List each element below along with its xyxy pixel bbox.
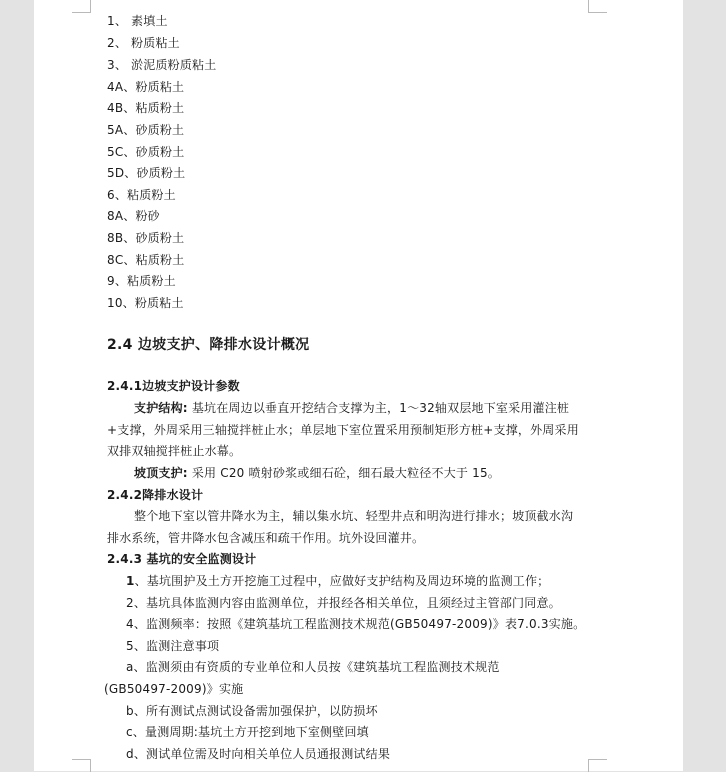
support-structure-text: 基坑在周边以垂直开挖结合支撑为主，1～32轴双层地下室采用灌注桩 [187,401,570,415]
section-heading-2-4-1: 2.4.1边坡支护设计参数 [107,379,240,393]
soil-list-item: 3、 淤泥质粉质粘土 [107,58,217,72]
soil-list-item: 8A、粉砂 [107,209,160,223]
monitoring-item-4: 4、监测频率：按照《建筑基坑工程监测技术规范(GB50497-2009)》表7.0.3实施。 [126,617,586,631]
soil-list-item: 4B、粘质粉土 [107,101,185,115]
soil-list-item: 10、粉质粘土 [107,296,184,310]
monitoring-item-1-text: 、基坑围护及土方开挖施工过程中，应做好支护结构及周边环境的监测工作； [134,574,550,588]
soil-list-item: 8C、粘质粉土 [107,253,185,267]
soil-list-item: 6、粘质粉土 [107,188,176,202]
section-heading-2-4-3: 2.4.3 基坑的安全监测设计 [107,552,257,566]
soil-list-item: 5A、砂质粉土 [107,123,185,137]
support-structure-label: 支护结构: [134,401,188,415]
soil-list-item: 9、粘质粉土 [107,274,176,288]
support-structure-paragraph [134,400,569,416]
monitoring-item-1 [126,573,549,589]
monitoring-subitem-b: b、所有测试点测试设备需加强保护，以防损坏 [126,704,378,718]
monitoring-subitem-d: d、测试单位需及时向相关单位人员通报测试结果 [126,747,391,761]
soil-list-item: 5C、砂质粉土 [107,145,185,159]
monitoring-subitem-c: c、量测周期:基坑土方开挖到地下室侧壁回填 [126,725,369,739]
margin-mark-top-right [588,0,607,13]
support-structure-line-2: +支撑，外周采用三轴搅拌桩止水；单层地下室位置采用预制矩形方桩+支撑，外周采用 [107,423,579,437]
monitoring-item-2: 2、基坑具体监测内容由监测单位，并报经各相关单位，且须经过主管部门同意。 [126,596,561,610]
dewatering-line-1: 整个地下室以管井降水为主，辅以集水坑、轻型井点和明沟进行排水；坡顶截水沟 [134,509,574,523]
monitoring-item-1-number: 1 [126,574,135,588]
soil-list-item: 5D、砂质粉土 [107,166,186,180]
slope-top-text: 采用 C20 喷射砂浆或细石砼，细石最大粒径不大于 15。 [187,466,500,480]
soil-list-item: 8B、砂质粉土 [107,231,185,245]
slope-top-label: 坡顶支护: [134,466,188,480]
monitoring-item-5: 5、监测注意事项 [126,639,220,653]
soil-list-item: 2、 粉质粘土 [107,36,180,50]
soil-list-item: 1、 素填土 [107,14,168,28]
section-heading-2-4: 2.4 边坡支护、降排水设计概况 [107,337,310,353]
monitoring-subitem-a: a、监测须由有资质的专业单位和人员按《建筑基坑工程监测技术规范 [126,660,500,674]
support-structure-line-3: 双排双轴搅拌桩止水幕。 [107,444,242,458]
margin-mark-bottom-right [588,759,607,772]
margin-mark-top-left [72,0,91,13]
scrollbar-track[interactable] [712,0,726,771]
section-heading-2-4-2: 2.4.2降排水设计 [107,488,204,502]
slope-top-paragraph [134,465,500,481]
soil-list-item: 4A、粉质粘土 [107,80,185,94]
dewatering-line-2: 排水系统，管井降水包含减压和疏干作用。坑外设回灌井。 [107,531,425,545]
margin-mark-bottom-left [72,759,91,772]
monitoring-subitem-a-cont: (GB50497-2009)》实施 [104,682,244,696]
